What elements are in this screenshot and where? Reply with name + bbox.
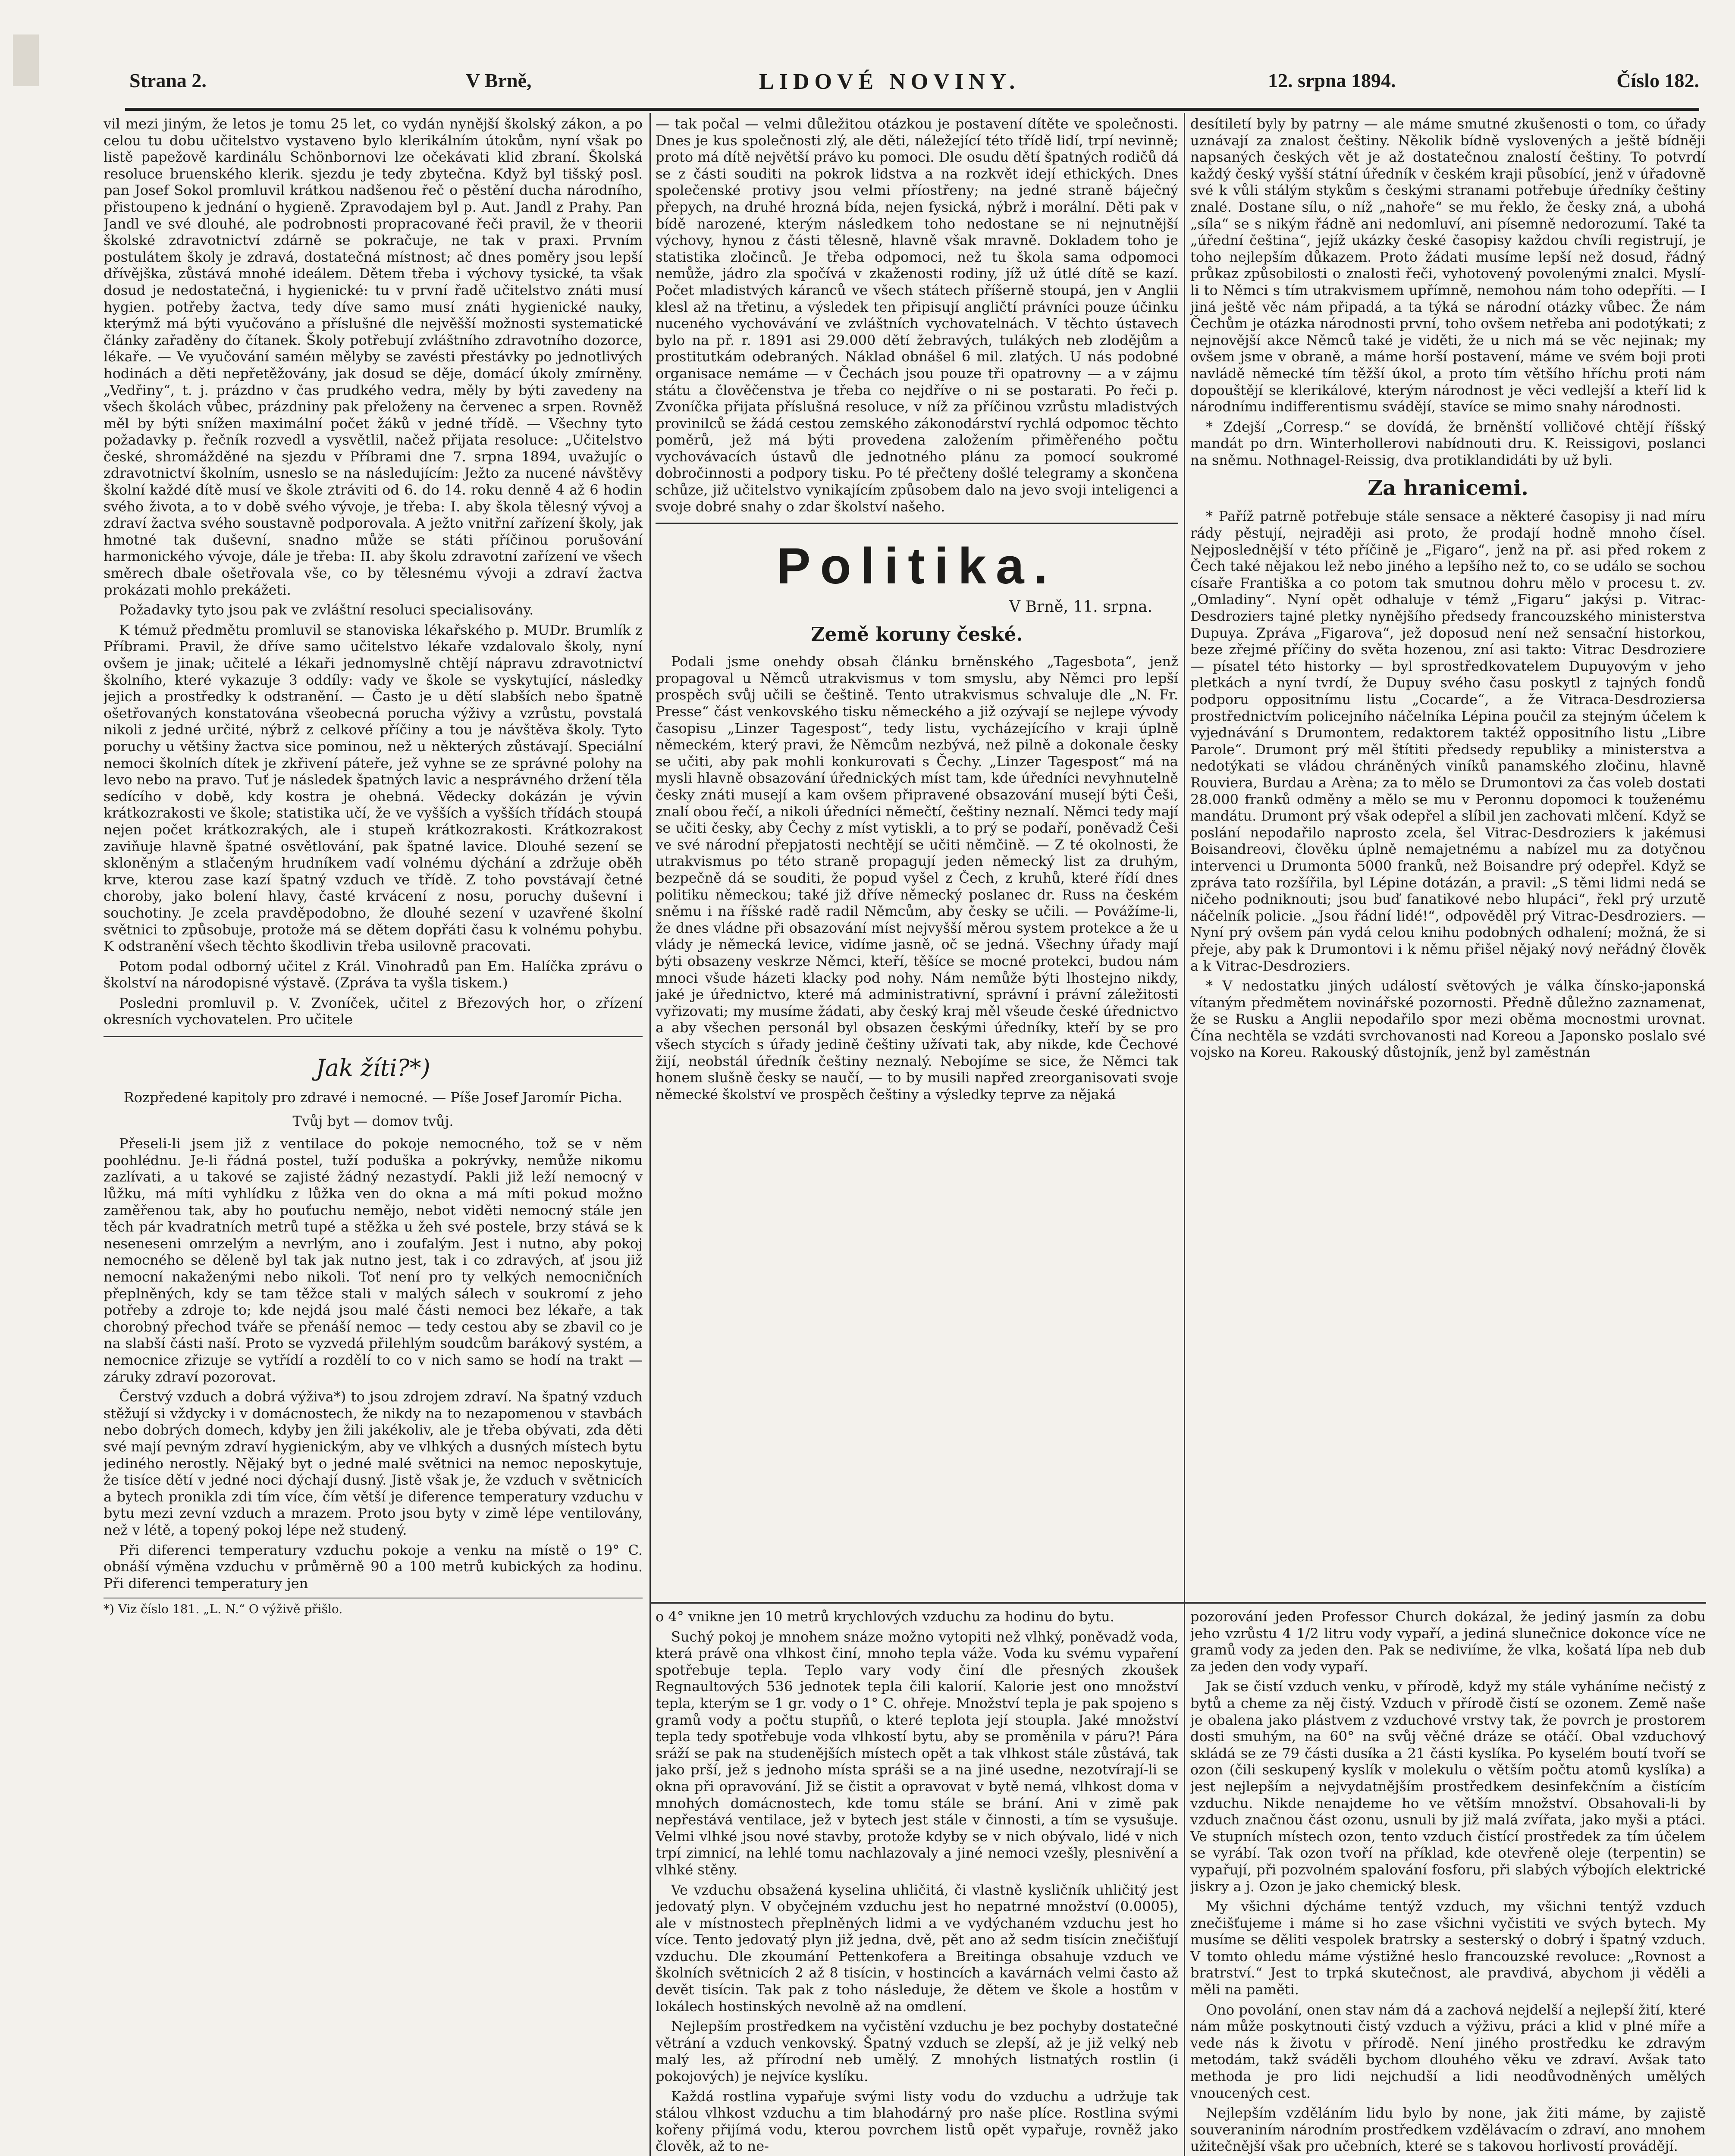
article-paragraph: * Paříž patrně potřebuje stále sensace a některé časopisy ji nad míru rády pěstují, nejraději asi proto, že prodají hodně mnoho čísel. Nejposlednější v této příčině je „Figaro“, jenž na př. asi před rokem z Čech také nějakou lež nebo jiného a lepšího než to, co se událo se sochou císaře Františka a co potom tak smutnou dohru mělo v procesu t. zv. „Omladiny“. Nyní opět odhaluje v témž „Figaru“ jakýsi p. Vitrac-Desdroziers tajné pletky nynějšího předsedy francouzského ministerstva Dupuya. Zpráva „Figarova“, jež doposud není než sensační historkou, beze zřejmé příčiny do světa hozenou, zní asi takto: Vitrac Desdroziere — písatel této historky — byl sprostředkovatelem Dupuyovým v jeho pletkách a nyní tvrdí, že Dupuy svého času poskytl z tajných fondů podporu oppositnímu listu „Cocarde“, a že Vitraca-Desdroziersa prostřednictvím policejního náčelníka Lépina poučil za stejným účelem k vyjednávání s Drumontem, redaktorem taktéž oppositního listu „Libre Parole“. Drumont prý měl štítiti předsedy republiky a ministerstva a nedotýkati se vládou chráněných viníků panamského zločinu, hlavně Rouviera, Burdau a Arèna; za to mělo se Drumontovi za čas voleb dostati 28.000 franků odměny a mělo se mu v Peronnu dopomoci k touženému mandátu. Drumont prý však odepřel a slíbil jen zachovati mlčení. Když se poslání nepodařilo naprosto zcela, šel Vitrac-Desdroziers k jakémusi Boisandreovi, člověku úplně nemajetnému a nabízel mu za dotyčnou intervenci u Drumonta 5000 franků, než Boisandre prý odepřel. Když se zpráva tato rozšířila, byl Lépine dotázán, a pravil: „S těmi lidmi nedá se ničeho podniknouti; jsou buď fanatikové nebo hlupáci“, řekl prý urzutě náčelník policie. „Jsou řádní lidé!“, odpověděl prý Vitrac-Desdroziers. — Nyní prý ovšem pán vydá celou knihu podobných odhalení; možná, že si přeje, aby pak k Drumontovi i k němu přišel nějaký nový neřádný člověk a k Vitrac-Desdroziers. bbox=[1190, 508, 1706, 974]
article-paragraph: * V nedostatku jiných událostí světových je válka čínsko-japonská vítaným předmětem novinářské pozornosti. Předně důležno zaznamenat, že se Rusku a Anglii nepodařilo spor mezi oběma mocnostmi urovnat. Čína nechtěla se vzdáti svrchovanosti nad Koreou a Japonsko poslalo své vojsko na Koreu. Rakouský důstojník, jenž byl zaměstnán bbox=[1190, 978, 1706, 1061]
article-paragraph: o 4° vnikne jen 10 metrů krychlových vzduchu za hodinu do bytu. bbox=[656, 1608, 1114, 1625]
article-paragraph: Ono povolání, onen stav nám dá a zachová nejdelší a nejlepší žití, které nám může poskytnouti čistý vzduch a výživu, práci a klid v plné míře a vede nás k životu v přírodě. Není jiného prostředku ke zdravým metodám, takž sváděli bychom dlouhého věku ve zdraví. Avšak tato methoda je pro lidi nejchudší a lidi neodůvodněných umělých vnoucených cest. bbox=[1190, 2001, 1706, 2101]
dateline: V Brně, 11. srpna. bbox=[1009, 598, 1152, 616]
article-paragraph: — tak počal — velmi důležitou otázkou je postavení dítěte ve společnosti. Dnes je kus společnosti zlý, ale děti, náležející této třídě lidí, trpí nevinně; proto má dítě největší právo ku pomoci. Dle osudu dětí špatných rodičů dá se z části souditi na pokrok lidstva a na rozkvět idejí ethických. Dnes společenské protivy jsou velmi příostřeny; na jedné straně báječný přepych, na druhé hrozná bída, nejen fysická, nýbrž i morální. Děti pak v bídě narozené, kterým následkem toho nedostane se ni nejnutnější výchovy, hynou z části tělesně, hlavně však mravně. Dokladem toho je statistika zločinců. Je třeba odpomoci, než tu škola sama odpomoci nemůže, jádro zla spočívá v zkaženosti rodiny, jíž už útlé dítě se kazí. Počet mladistvých káranců ve všech státech příšerně stoupá, jen v Anglii klesl až na třetinu, a výsledek ten připisují angličtí právníci pouze účinku nuceného vychovávání ve zvláštních vychovatelnách. V těchto ústavech bylo na př. r. 1891 asi 29.000 dětí žebravých, tulákých neb zlodějům a prostitutkám odebraných. Náklad obnášel 6 mil. zlatých. U nás podobné organisace nemáme — v Čechách jsou pouze tři opatrovny — a v zájmu státu a člověčenstva je třeba co nejdříve o ni se postarati. Po řeči p. Zvoníčka přijata příslušná resoluce, v níž za příčinou vzrůstu mladistvých provinilců se žádá cestou zemského zákonodárství rychlá odpomoc těchto poměrů, jež má býti provedena založením přiměřeného počtu vychovávacích ústavů dle jednotného plánu za pomocí soukromé dobročinnosti a podpory tisku. Po té přečteny došlé telegramy a skončena schůze, již učitelstvo vynikajícím způsobem dalo na jevo svoji inteligenci a svoje dobré snahy o zdar školství našeho. bbox=[656, 116, 1178, 515]
article-paragraph: Přeseli-li jsem již z ventilace do pokoje nemocného, tož se v něm poohlédnu. Je-li řádná postel, tuží poduška a pokrývky, nemůže nikomu zazlívati, a u takové se zajisté žádný nezastydí. Pakli již leží nemocný v lůžku, má míti vyhlídku z lůžka ven do okna a má míti pokud možno zaměřenou tak, aby ho pouťuchu nemějo, nebot viděti nemocný stále jen těch pár kvadratních metrů tupé a stěžka u žeh své postele, brzy stává se k neseneseni omrzelým a nevrlým, ano i zoufalým. Jest i nutno, aby pokoj nemocného se děleně byl tak jak nutno jest, tak i co zdravých, ať jsou již nemocní nakaženými nebo nikoli. Toť není pro ty velkých nemocničních přeplněných, kdy se tam těžce stali v malých sálech v soukromí z jeho potřeby a zdroje to; kde nejdá jsou malé části nemoci bez lékaře, a tak chorobný přechod tváře se přenáší nemoc — tedy cestou aby se zbavil co je na slabší části naší. Proto se vyzvedá přilehlým soudcům barákový systém, a nemocnice zřizuje se vytřídí a rozdělí to co v nich samo se hodí na trakt — záruky zdraví pozorovat. bbox=[104, 1135, 643, 1385]
article-paragraph: vil mezi jiným, že letos je tomu 25 let, co vydán nynější školský zákon, a po celou tu dobu učitelstvo vystaveno bylo klerikálním útokům, nyní však po listě papežově kardinálu Schönbornovi lze očekávati klid zbraní. Školská resoluce bruenského klerik. sjezdu je tedy zbytečna. Když byl tišský posl. pan Josef Sokol promluvil krátkou nadšenou řeč o pěstění ducha národního, přistoupeno k jednání o hygieně. Zpravodajem byl p. Aut. Jandl z Prahy. Pan Jandl ve své dlouhé, ale podrobnosti propracované řeči pravil, že v theorii školské zdravotnictví zdárně se pokračuje, ne tak v praxi. Prvním postulátem školy je zdravá, dostatečná místnost; ač dnes poměry jsou lepší dřívějška, zůstává mnohé ideálem. Dětem třeba i výchovy tysické, ta však dosud je nedostatečná, i hygienické: tu v první řadě učitelstvo znáti musí hygien. potřeby žactva, tedy díve samo musí znáti hygienické nauky, kterýmž má býti vyučováno a příslušné dle nejvěšší možnosti systematické články zařaděny do čítanek. Školy potřebují zvláštního zdravotního dozorce, lékaře. — Ve vyučování saméın mělyby se zavésti přestávky po jednotlivých hodinách a děti nepřetěžovány, jak dosud se děje, domácí úkoly zmírněny. „Vedřiny“, t. j. prázdno v čas prudkého vedra, měly by býti zavedeny na všech školách vůbec, prázdniny pak přeloženy na červenec a srpen. Rovněž měl by býti snížen maximální počet žáků v jedné třídě. — Všechny tyto požadavky p. řečník rozvedl a vysvětlil, načež přijata resoluce: „Učitelstvo české, shromážděné na sjezdu v Příbrami dne 7. srpna 1894, uvažujíc o zdravotnictví školním, usneslo se na následujícím: Ježto za nucené návštěvy školní každé dítě musí ve škole ztráviti od 6. do 14. roku denně 4 až 6 hodin svého života, a to v době svého vývoje, je třeba: I. aby škola tělesný vývoj a zdraví žactva svého soustavně podporovala. A ježto vnitřní zařízení školy, jak hmotné tak duševní, snadno může se státi příčinou porušování harmonického vývoje, dále je třeba: II. aby školu zdravotní zařízení ve všech směrech dbale ošetřovala vše, co by tělesnému vývoji a zdraví žactva prokázati mohlo prekážeti. bbox=[104, 116, 643, 598]
feature-title: Jak žíti?*) bbox=[316, 1054, 430, 1082]
footnote: *) Viz číslo 181. „L. N.“ O výživě přišlo. bbox=[104, 1598, 643, 1617]
column-3 bbox=[1190, 116, 1706, 1599]
article-paragraph: K témuž předmětu promluvil se stanoviska lékařského p. MUDr. Brumlík z Příbrami. Pravil, že dříve samo učitelstvo lékaře vzdalovalo školy, nyní ovšem je jinak; učitelé a lékaři jednomyslně chtějí nápravu zdravotnictví školního, které vykazuje 3 oddíly: vady ve škole se vyskytující, následky jejich a prostředky k odstranění. — Často je u dětí slabších nebo špatně ošetřovaných konstatována všeobecná porucha výživy a vzrůstu, povstalá nikoli z jedné určité, nýbrž z celkové příčiny a tou je návštěva školy. Tyto poruchy u většiny žactva sice pominou, než u některých zůstávají. Speciální nemoci školních dítek je zkřivení páteře, jež vyhne se ze správné polohy na levo nebo na pravo. Tuť je následek špatných lavic a nesprávného držení těla sedícího v době, kdy kostra je ohebná. Vědecky dokázán je vývin krátkozrakosti ve škole; statistika učí, že ve vyšších a vyšších třídách stoupá nejen počet krátkozrakých, ale i stupeň krátkozrakosti. Krátkozrakost zaviňuje hlavně špatné osvětlování, pak špatné lavice. Dlouhé sezení se skloněným a stlačeným hrudníkem vadí volnému dýchání a zdržuje oběh krve, kterou zase kazí špatný vzduch ve třídě. Z toho povstávají četné choroby, jako bolení hlavy, časté krvácení z nosu, poruchy duševní i souchotiny. Je zcela pravděpodobno, že dlouhé sezení v uzavřené školní světnici to způsobuje, protože má se dětem dopřáti času k volnému pohybu. K odstranění všech těchto škodlivin třeba usilovně pracovati. bbox=[104, 621, 643, 955]
issue-number: Číslo 182. bbox=[1616, 69, 1699, 91]
article-paragraph: Požadavky tyto jsou pak ve zvláštní resoluci specialisovány. bbox=[119, 602, 534, 618]
column-2-lower bbox=[656, 1608, 1178, 2156]
article-paragraph: Při diferenci temperatury vzduchu pokoje a venku na místě o 19° C. obnáší výměna vzduchu v průměrně 90 a 100 metrů kubických za hodinu. Při diferenci temperatury jen bbox=[104, 1542, 643, 1592]
section-divider bbox=[104, 1036, 643, 1037]
article-paragraph: Jak se čistí vzduch venku, v přírodě, když my stále vyháníme nečistý z bytů a cheme za něj čistý. Vzduch v přírodě čistí se ozonem. Země naše je obalena jako plástvem z vzduchové vrstvy tak, že povrch je prostorem dosti smuhým, na 60° na svůj věčné dráze se otáčí. Obal vzduchový skládá se ze 79 části dusíka a 21 části kyslíka. Po kyselém boutí tvoří se ozon (čili seskupený kyslík v molekulu o větším počtu atomů kyslíka) a jest nejlepším a nejvydatnějším prostředkem desinfekčním a čistícím vzduchu. Nikde nenajdeme ho ve větším množství. Obsahovali-li by vzduch značnou část ozonu, usnuli by již malá zvířata, jako myši a ptáci. Ve stupních místech ozon, tento vzduch čistící prostředek za tím účelem se vyrábí. Tak ozon tvoří na příklad, kde otevřeně oleje (terpentin) se vypařují, při pozvolném spalování fosforu, při slabých výbojích elektrické jiskry a j. Ozon je jako chemický blesk. bbox=[1190, 1678, 1706, 1895]
article-paragraph: desítiletí byly by patrny — ale máme smutné zkušenosti o tom, co úřady uznávají za znalost češtiny. Několik bídně vyslovených a ještě bídněji napsaných českých vět je až dostatečnou znalostí češtiny. To potvrdí každý český vyšší státní úředník v českém kraji působící, jenž v úřadovně své k vůli stálým stykům s českými stranami potřebuje úředníky češtiny znalé. Dostane sílu, o níž „nahoře“ se mu řeklo, že česky zná, a ubohá „síla“ se s nikým řádně ani nedomluví, ani písemně nedorozumí. Také ta „úřední čeština“, jejíž ukázky české časopisy každou chvíli registrují, je toho nejlepším důkazem. Proto žádati musíme lepší než dosud, řádný průkaz způsobilosti o znalosti řeči, vyhotovený povolenými znalci. Myslí-li to Němci s tím utrakvismem upřímně, nemohou nám toho odepříti. — I jiná ještě věc nám připadá, a ta týká se národní otázky vůbec. Že nám Čechům je otázka národnosti první, toho ovšem netřeba ani podotýkati; z nejnovější akce Němců také je viděti, že u nich má se věc nejinak; my ovšem jsme v obraně, a máme horší postavení, máme ve svém boji proti navládě německé tím těžší úkol, a proto tím většího hříchu proti nám dopouštějí se klerikálové, kterým národnost je věci vedlejší a kteří lid k národnímu indifferentismu svádějí, stavíce se mimo snahy národnosti. bbox=[1190, 116, 1706, 415]
feature-subtitle: Rozpředené kapitoly pro zdravé i nemocné. — Píše Josef Jaromír Picha. bbox=[123, 1089, 623, 1106]
issue-date: 12. srpna 1894. bbox=[1268, 69, 1396, 91]
column-divider bbox=[649, 113, 651, 2156]
article-paragraph: My všichni dýcháme tentýž vzduch, my všichni tentýž vzduch znečišťujeme i máme si ho zase všichni vyčistiti ve svých bytech. My musíme se děliti vespolek bratrsky a sesterský o dobrý i špatný vzduch. V tomto ohledu máme výstižné heslo francouzské revoluce: „Rovnost a bratrství.“ Jest to trpká skutečnost, ale pravdivá, abychom ji věděli a měli na paměti. bbox=[1190, 1898, 1706, 1998]
section-heading: Tvůj byt — domov tvůj. bbox=[292, 1112, 454, 1129]
page-number: Strana 2. bbox=[129, 69, 207, 91]
article-paragraph: Nejlepším vzděláním lidu bylo by none, jak žiti máme, by zajistě souveraniním národním prostředkem vzdělávacím o zdraví, ano mnohem užitečnější však pro učebních, které se s takovou horlivostí provádějí. bbox=[1190, 2105, 1706, 2155]
article-paragraph: Potom podal odborný učitel z Král. Vinohradů pan Em. Halíčka zprávu o školství na národopisné výstavě. (Zpráva ta vyšla tiskem.) bbox=[104, 958, 643, 991]
column-3-lower bbox=[1190, 1608, 1706, 2156]
section-divider bbox=[649, 1602, 1706, 1604]
masthead bbox=[129, 65, 1699, 108]
column-1 bbox=[104, 116, 643, 2156]
column-2 bbox=[656, 116, 1178, 1599]
article-paragraph: * Zdejší „Corresp.“ se dovídá, že brněnští volličové chtějí říšský mandát po drn. Winterhollerovi nabídnouti dru. K. Reissigovi, poslanci na sněmu. Nothnagel-Reissig, dva protiklandidáti by už byli. bbox=[1190, 418, 1706, 468]
article-paragraph: Čerstvý vzduch a dobrá výživa*) to jsou zdrojem zdraví. Na špatný vzduch stěžují si vždycky i v domácnostech, že nikdy na to nezapomenou v stavbách nebo dobrých domech, kdyby jen žili jakékoliv, ale je třeba obývati, zda děti své mají pevným zdraví hygienickým, aby ve vlhkých a dusných místech bytu jediného nerostly. Nějaký byt o jedné malé světnici na nemoc neposkytuje, že tisíce dětí v jedné noci dýchají dusný. Jistě však je, že vzduch v světnicích a bytech pronikla zdi tím více, čím větší je diference temperatury vzduchu v bytu mezi zevní vzduch a mrazem. Proto jsou byty v zimě lépe ventilovány, než v létě, a topený pokoj lépe než studený. bbox=[104, 1388, 643, 1538]
margin-mark bbox=[13, 34, 39, 86]
section-divider bbox=[656, 523, 1178, 524]
article-paragraph: pozorování jeden Professor Church dokázal, že jediný jasmín za dobu jeho vzrůstu 4 1/2 litru vody vypaří, a jediná slunečnice dokonce více ne gramů vody za jeden den. Pak se nediviíme, že vlka, košatá lípa neb dub za jeden den vody vypaří. bbox=[1190, 1608, 1706, 1675]
header-rule bbox=[125, 108, 1699, 111]
subsection-title: Země koruny české. bbox=[811, 624, 1023, 646]
article-paragraph: Posledni promluvil p. V. Zvoníček, učitel z Březových hor, o zřízení okresních vychovatelen. Pro učitele bbox=[104, 994, 643, 1028]
column-divider bbox=[1184, 113, 1185, 2156]
article-paragraph: Ve vzduchu obsažená kyselina uhličitá, či vlastně kysličník uhličitý jest jedovatý plyn. V obyčejném vzduchu jest ho nepatrné množství (0.0005), ale v místnostech přeplněných lidmi a ve vydýchaném vzduchu jest ho více. Tento jedovatý plyn již jedna, dvě, pět ano až sedm tisícin znečišťují vzduchu. Dle zkoumání Pettenkofera a Breitinga obsahuje vzduch ve školních světnicích 2 až 8 tisícin, v hostincích a kavárnách velmi často až devět tisícin. Tak pak z toho následuje, že dětem ve škole a hostům v lokálech hostinských nevolně až na omdlení. bbox=[656, 1881, 1178, 2015]
city: V Brně, bbox=[466, 69, 532, 91]
section-title-politika: Politika. bbox=[776, 538, 1057, 595]
subsection-title: Za hranicemi. bbox=[1368, 476, 1528, 501]
article-paragraph: Každá rostlina vypařuje svými listy vodu do vzduchu a udržuje tak stálou vlhkost vzduchu a tim blahodárný pro naše plíce. Rostlina svými kořeny přijímá vodu, kterou povrchem listů opět vypařuje, rovněž jako člověk, až to ne- bbox=[656, 2088, 1178, 2155]
article-paragraph: Suchý pokoj je mnohem snáze možno vytopiti než vlhký, poněvadž voda, která právě ona vlhkost činí, mnoho tepla váže. Voda ku svému vypaření spotřebuje tepla. Teplo vary vody činí dle přesných zkoušek Regnaultových 536 jednotek tepla čili kalorií. Kalorie jest ono množství tepla, kterým se 1 gr. vody o 1° C. ohřeje. Množství tepla je pak spojeno s gramů vody a počtu stupňů, o které teplota její stoupla. Jaké množství tepla tedy spotřebuje voda vlhkostí bytu, aby se proměnila v páru?! Pára sráží se pak na studenějších místech opět a tak vlhkost stále zůstává, tak jako prší, jež s jednoho místa spráši se a na jiné usedne, nezotvírají-li se okna při opravování. Již se čistit a opravovat v bytě nemá, vlhkost doma v mnohých domácnostech, kde tomu stále se brání. Ani v zimě pak nepřestává ventilace, jež v bytech jest stále v činnosti, a tím se vysušuje. Velmi vlhké jsou nové stavby, protože kdyby se v nich obývalo, lidé v nich trpí zimnicí, na lehlé tomu nachlazovaly a jiné nemoci vzešly, plesnivění a vlhké stěny. bbox=[656, 1628, 1178, 1878]
newspaper-title: LIDOVÉ NOVINY. bbox=[759, 69, 1020, 94]
article-paragraph: Nejlepším prostředkem na vyčistění vzduchu je bez pochyby dostatečné větrání a vzduch venkovský. Špatný vzduch se zlepší, až je již velký neb malý les, až přírodní neb umělý. Z mnohých listnatých rostlin (i pokojových) je nejvíce kyslíku. bbox=[656, 2018, 1178, 2085]
article-paragraph: Podali jsme onehdy obsah článku brněnského „Tagesbota“, jenž propagoval u Němců utrakvismus v tom smyslu, aby Němci pro lepší prospěch svůj učili se češtině. Tento utrakvismus schvaluje dle „N. Fr. Presse“ část venkovského tisku německého a již ozývají se nejlepe vývody časopisu „Linzer Tagespost“, tedy listu, vycházejícího v kraji úplně německém, který pravi, že Němcům nezbývá, než pilně a dokonale česky se učiti, aby pak mohli konkurovati s Čechy. „Linzer Tagespost“ má na mysli hlavně obsazování úřednických míst tam, kde úředníci nevyhnutelně česky znáti musejí a kam ovšem připravené obsazování musejí býti Češi, znalí obou řečí, a nikoli úředníci němečtí, češtiny neznalí. Němci tedy mají se učiti česky, aby Čechy z míst vytiskli, a to prý se podaří, poněvadž Češi ve své národní přepjatosti nechtějí se učiti němčině. — Z té okolnosti, že utrakvismus po této straně propagují jeden německý list za druhým, bezpečně dá se souditi, že popud vyšel z Čech, z kruhů, které řídí dnes politiku německou; také již dříve německý poslanec dr. Russ na českém sněmu i na říšské radě radil Němcům, aby česky se učili. — Povážíme-li, že dnes vládne při obsazování míst nejvyšší měrou system protekce a že u vlády je německá levice, vidíme jasně, oč se jedná. Všechny úřady mají býti obsazeny veskrze Němci, kteří, těšíce se mocné protekci, budou nám mnoci všude házeti klacky pod nohy. Nám nemůže býti lhostejno nikdy, jaké je úřednictvo, které má administrativní, správní i právní záležitosti vyřizovati; my musíme žádati, aby český kraj měl všeude české úřednictvo a aby všechen personál byl obsazen českými úředníky, kteří by se pro všech stycích s úřady jedině češtiny užívati tak, aby nikde, kde Čechové žijí, neobstál úředník češtiny neznalý. Nebojíme se sice, že Němci tak honem slušně česky se naučí, — to by musili napřed zreorganisovati svoje německé školství ve prospěch češtiny a výsledky teprve za nějaká bbox=[656, 653, 1178, 1103]
